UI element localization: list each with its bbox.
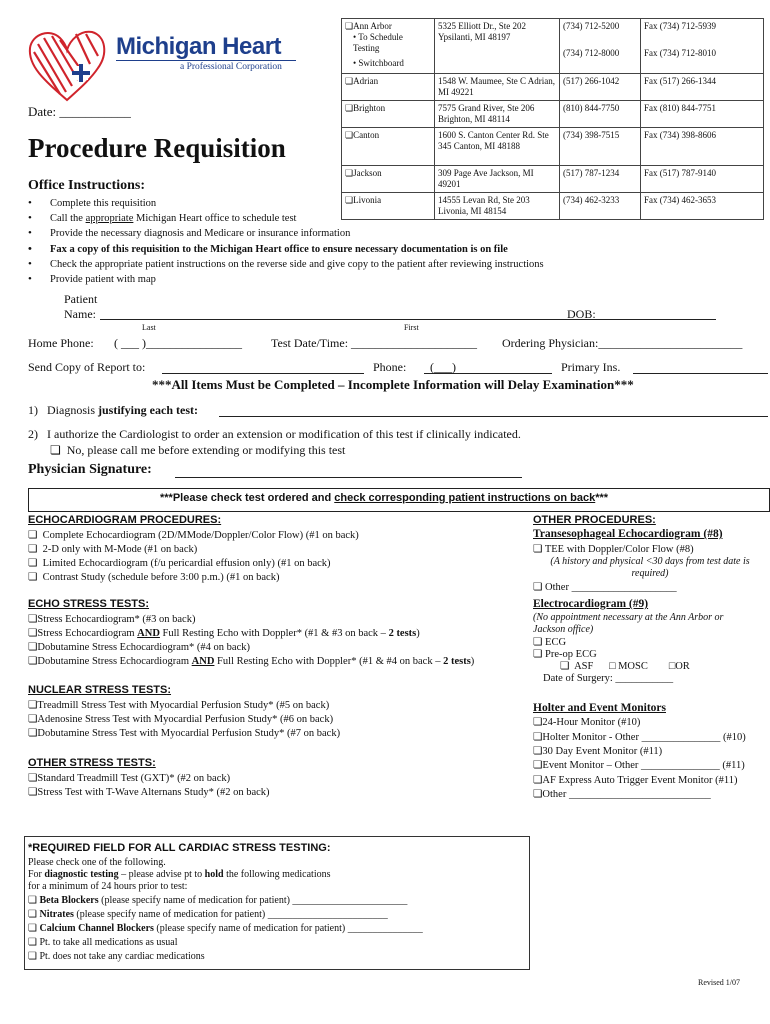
office-address: 1548 W. Maumee, Ste C Adrian, MI 49221	[435, 74, 560, 101]
item-label-and: AND	[137, 628, 160, 639]
office-address: 1600 S. Canton Center Rd. Ste 345 Canton, MI 48188	[435, 128, 560, 166]
list-item[interactable]	[28, 937, 178, 948]
item-label-bold: Nitrates	[39, 909, 74, 920]
checkbox[interactable]	[28, 656, 37, 667]
office-phone: (517) 787-1234	[560, 166, 641, 193]
holter-heading: Holter and Event Monitors	[533, 702, 666, 714]
office-instructions-heading: Office Instructions:	[28, 178, 146, 193]
text: the following medications	[223, 869, 331, 880]
office-name: Ann Arbor	[353, 21, 392, 31]
required-line-2	[28, 869, 331, 880]
checkbox[interactable]	[28, 895, 37, 906]
required-line-3: for a minimum of 24 hours prior to test:	[28, 881, 188, 892]
checkbox[interactable]	[28, 951, 37, 962]
item-label: Full Resting Echo with Doppler* (#1 & #3 on back –	[159, 628, 389, 639]
first-name-caption: First	[404, 323, 419, 332]
asf-label: ASF	[574, 661, 594, 672]
send-copy-label: Send Copy of Report to:	[28, 360, 146, 374]
revised-note: Revised 1/07	[698, 978, 740, 987]
office-row-jackson	[342, 166, 764, 193]
item-label: Dobutamine Stress Test with Myocardial Perfusion Study* (#7 on back)	[37, 728, 341, 739]
item-label: )	[416, 628, 420, 639]
office-fax: Fax (810) 844-7751	[641, 101, 764, 128]
office-address: 7575 Grand River, Ste 206 Brighton, MI 48114	[435, 101, 560, 128]
list-item[interactable]	[533, 636, 566, 648]
item-label: Dobutamine Stress Echocardiogram* (#4 on back)	[37, 642, 250, 653]
phone-field[interactable]: (___)	[430, 360, 456, 374]
home-phone-field[interactable]: ( ___ )________________	[114, 336, 242, 350]
office-phone: (734) 712-5200	[563, 21, 620, 31]
list-item[interactable]	[533, 648, 597, 660]
office-address: 5325 Elliott Dr., Ste 202 Ypsilanti, MI 48197	[438, 21, 527, 42]
text: For	[28, 869, 45, 880]
diagnosis-row	[28, 403, 198, 418]
required-heading: *REQUIRED FIELD FOR ALL CARDIAC STRESS TESTING:	[28, 842, 331, 854]
list-item[interactable]	[533, 759, 745, 771]
item-label: Pt. to take all medications as usual	[39, 937, 178, 948]
item-label-tests: 2 tests	[388, 628, 417, 639]
list-item[interactable]	[533, 774, 737, 786]
item-label-and: AND	[191, 656, 215, 667]
office-phone: (517) 266-1042	[560, 74, 641, 101]
checkbox[interactable]	[28, 572, 37, 583]
list-item[interactable]	[28, 571, 279, 583]
list-item[interactable]	[28, 557, 331, 569]
list-item[interactable]	[28, 713, 333, 725]
tee-note: (A history and physical <30 days from test date is required)	[550, 556, 750, 579]
item-label: Contrast Study (schedule before 3:00 p.m.) (#1 on back)	[42, 572, 280, 583]
office-address: 309 Page Ave Jackson, MI 49201	[435, 166, 560, 193]
item-label: TEE with Doppler/Color Flow (#8)	[544, 544, 694, 555]
office-row-canton	[342, 128, 764, 166]
banner-prefix: ***Please check test ordered and	[160, 492, 335, 504]
item-label: )	[470, 656, 475, 667]
list-item[interactable]	[28, 727, 340, 739]
send-copy-field[interactable]	[162, 373, 364, 374]
item-label: (please specify name of medication for patient) _______________________	[98, 895, 408, 906]
checkbox[interactable]	[28, 558, 37, 569]
item-label: Other ____________________	[545, 582, 677, 593]
nuclear-heading: NUCLEAR STRESS TESTS:	[28, 684, 172, 696]
authorize-option[interactable]	[50, 443, 345, 458]
checkbox[interactable]	[560, 661, 569, 672]
office-fax: Fax (734) 398-8606	[641, 128, 764, 166]
checkbox[interactable]	[28, 614, 37, 625]
list-item[interactable]	[28, 923, 423, 934]
office-name: Jackson	[353, 168, 382, 178]
office-phone: (810) 844-7750	[560, 101, 641, 128]
checkbox[interactable]	[28, 787, 37, 798]
checkbox[interactable]	[345, 168, 353, 178]
checkbox[interactable]	[345, 130, 353, 140]
office-row-ann-arbor: ❏ Ann Arbor • To Schedule Testing • Switchboard 5325 Elliott Dr., Ste 202 Ypsilanti, MI 48197 (734) 712-5200 (734) 712-8000 Fax (734) 712-5939 Fax (734) 712-8010	[342, 19, 764, 74]
checkbox[interactable]	[533, 789, 542, 800]
list-item[interactable]	[28, 895, 407, 906]
checkbox[interactable]	[533, 637, 542, 648]
office-name: Livonia	[353, 195, 382, 205]
item-label: Stress Echocardiogram	[37, 628, 138, 639]
test-datetime-field[interactable]: Test Date/Time: _____________________	[271, 336, 478, 350]
ordering-physician-field[interactable]: Ordering Physician:________________________	[502, 336, 743, 350]
item-label: Treadmill Stress Test with Myocardial Perfusion Study* (#5 on back)	[37, 700, 330, 711]
patient-label: Patient	[64, 292, 98, 306]
list-item[interactable]	[28, 543, 197, 555]
checkbox[interactable]	[533, 760, 542, 771]
item-label: 2-D only with M-Mode (#1 on back)	[42, 544, 198, 555]
checkbox[interactable]	[533, 746, 542, 757]
date-label: Date: ___________	[28, 104, 131, 119]
checkbox[interactable]	[28, 530, 37, 541]
office-fax: Fax (517) 266-1344	[641, 74, 764, 101]
office-phone: (734) 462-3233	[560, 193, 641, 220]
last-name-caption: Last	[142, 323, 156, 332]
primary-ins-field[interactable]	[633, 373, 768, 374]
text-bold: hold	[204, 869, 224, 880]
office-name: Adrian	[353, 76, 379, 86]
dob-label: DOB:	[567, 307, 596, 321]
list-item[interactable]	[28, 613, 195, 625]
logo-subtitle: a Professional Corporation	[180, 62, 282, 72]
item-label: Full Resting Echo with Doppler* (#1 & #4 on back –	[214, 656, 444, 667]
surgery-date-field[interactable]: Date of Surgery: ___________	[543, 673, 674, 684]
tee-heading: Transesophageal Echocardiogram (#8)	[533, 528, 723, 540]
checkbox[interactable]	[28, 923, 37, 934]
checkbox[interactable]	[28, 909, 37, 920]
list-item: • Check the appropriate patient instructions on the reverse side and give copy to the patient after reviewing instructions	[28, 257, 544, 272]
list-item[interactable]	[28, 529, 359, 541]
diagnosis-label-bold: justifying each test:	[98, 403, 198, 417]
list-item: • Provide patient with map	[28, 272, 544, 287]
authorize-option-label: No, please call me before extending or modifying this test	[66, 443, 346, 457]
text-bold: diagnostic testing	[44, 869, 119, 880]
item-label: Other ___________________________	[542, 789, 711, 800]
office-name: Canton	[353, 130, 380, 140]
checkbox[interactable]	[28, 700, 37, 711]
list-item[interactable]	[533, 543, 694, 555]
office-name: Brighton	[353, 103, 386, 113]
office-instructions-list	[28, 196, 544, 287]
checkbox[interactable]	[533, 775, 542, 786]
list-item[interactable]	[28, 909, 388, 920]
checkbox[interactable]	[28, 544, 37, 555]
list-item: • Call the appropriate Michigan Heart office to schedule test	[28, 211, 544, 226]
phone-label: Phone:	[373, 360, 407, 374]
list-item: • Provide the necessary diagnosis and Medicare or insurance information	[28, 226, 544, 241]
item-label: Stress Echocardiogram* (#3 on back)	[37, 614, 196, 625]
item-label: AF Express Auto Trigger Event Monitor (#11)	[542, 775, 738, 786]
list-item[interactable]	[28, 641, 250, 653]
item-label: Event Monitor – Other _______________ (#11)	[542, 760, 745, 771]
text: – please advise pt to	[118, 869, 205, 880]
list-item[interactable]	[28, 627, 420, 639]
primary-ins-label: Primary Ins.	[561, 360, 621, 374]
checkbox[interactable]	[533, 717, 542, 728]
office-fax: Fax (734) 462-3653	[641, 193, 764, 220]
echo-heading: ECHOCARDIOGRAM PROCEDURES:	[28, 514, 222, 526]
office-phone: (734) 398-7515	[560, 128, 641, 166]
checkbox[interactable]	[28, 628, 37, 639]
office-fax: Fax (734) 712-8010	[644, 48, 716, 58]
check-banner-text	[160, 492, 608, 504]
checkbox[interactable]	[533, 649, 542, 660]
logo-name: Michigan Heart	[116, 33, 282, 60]
list-item: • Complete this requisition	[28, 196, 544, 211]
banner-suffix: ***	[595, 492, 609, 504]
item-label: Dobutamine Stress Echocardiogram	[37, 656, 192, 667]
office-fax: Fax (517) 787-9140	[641, 166, 764, 193]
checkbox[interactable]	[533, 732, 542, 743]
mosc-label: MOSC	[618, 661, 648, 672]
checkbox[interactable]	[345, 76, 353, 86]
item-label: Standard Treadmill Test (GXT)* (#2 on back)	[37, 773, 231, 784]
other-procedures-heading: OTHER PROCEDURES:	[533, 514, 656, 526]
item-label: Stress Test with T-Wave Alternans Study* (#2 on back)	[37, 787, 270, 798]
office-sub-label: Switchboard	[358, 58, 404, 68]
checkbox[interactable]	[28, 773, 37, 784]
banner-underlined: check corresponding patient instructions on back	[334, 492, 596, 504]
diagnosis-field[interactable]	[219, 416, 768, 417]
office-row-brighton	[342, 101, 764, 128]
list-item[interactable]	[28, 951, 205, 962]
item-label: Pre-op ECG	[545, 649, 597, 660]
item-label: Pt. does not take any cardiac medications	[39, 951, 205, 962]
checkbox[interactable]	[50, 443, 61, 457]
diagnosis-label: Diagnosis	[47, 403, 98, 417]
heart-logo-icon	[26, 28, 108, 106]
ecg-note: (No appointment necessary at the Ann Arbor or Jackson office)	[533, 612, 724, 635]
item-label: Limited Echocardiogram (f/u pericardial effusion only) (#1 on back)	[42, 558, 331, 569]
office-address: 14555 Levan Rd, Ste 203 Livonia, MI 48154	[435, 193, 560, 220]
signature-field[interactable]	[175, 477, 522, 478]
checkbox[interactable]	[28, 714, 37, 725]
page-title: Procedure Requisition	[28, 133, 286, 163]
checkbox[interactable]	[28, 728, 37, 739]
item-label: 24-Hour Monitor (#10)	[542, 717, 641, 728]
office-sub-label: To Schedule Testing	[353, 32, 403, 53]
item-label: (please specify name of medication for patient) _______________	[153, 923, 423, 934]
patient-name-field[interactable]	[100, 319, 716, 320]
other-stress-heading: OTHER STRESS TESTS:	[28, 757, 156, 769]
list-item[interactable]	[533, 731, 746, 743]
checkbox[interactable]	[28, 937, 37, 948]
list-item[interactable]	[28, 699, 329, 711]
checkbox[interactable]	[345, 21, 353, 31]
checkbox[interactable]	[345, 103, 353, 113]
item-label-bold: Calcium Channel Blockers	[39, 923, 154, 934]
completion-warning: ***All Items Must be Completed – Incomplete Information will Delay Examination***	[152, 377, 634, 392]
checkbox[interactable]	[533, 582, 542, 593]
signature-label: Physician Signature:	[28, 462, 152, 477]
offices-table	[341, 18, 764, 220]
or-label: OR	[675, 661, 690, 672]
office-phone: (734) 712-8000	[563, 48, 620, 58]
list-item: • Fax a copy of this requisition to the Michigan Heart office to ensure necessary documentation is on file	[28, 242, 544, 257]
echo-stress-heading: ECHO STRESS TESTS:	[28, 598, 150, 610]
item-label: 30 Day Event Monitor (#11)	[542, 746, 663, 757]
list-item[interactable]	[533, 745, 662, 757]
authorize-row	[28, 427, 521, 442]
required-line-1: Please check one of the following.	[28, 857, 166, 868]
checkbox[interactable]	[28, 642, 37, 653]
item-label: ECG	[545, 637, 567, 648]
list-item[interactable]	[533, 788, 711, 800]
item-label-tests: 2 tests	[443, 656, 471, 667]
item-label: Holter Monitor - Other _______________ (#10)	[542, 732, 746, 743]
item-label-bold: Beta Blockers	[39, 895, 99, 906]
office-row-adrian	[342, 74, 764, 101]
item-number: 1)	[28, 403, 38, 417]
item-label: (please specify name of medication for patient) ________________________	[73, 909, 388, 920]
authorize-text: I authorize the Cardiologist to order an extension or modification of this test if clinically indicated.	[47, 427, 521, 441]
list-item[interactable]	[28, 655, 474, 667]
home-phone-label: Home Phone:	[28, 336, 94, 350]
preop-options: ❏ ASF □ MOSC □OR	[560, 660, 690, 672]
item-number: 2)	[28, 427, 38, 441]
checkbox[interactable]	[533, 544, 542, 555]
list-item[interactable]	[533, 716, 640, 728]
ecg-heading: Electrocardiogram (#9)	[533, 598, 649, 610]
office-fax: Fax (734) 712-5939	[644, 21, 716, 31]
item-label: Complete Echocardiogram (2D/MMode/Doppler/Color Flow) (#1 on back)	[42, 530, 359, 541]
name-label: Name:	[64, 307, 96, 321]
list-item[interactable]	[533, 581, 677, 593]
item-label: Adenosine Stress Test with Myocardial Perfusion Study* (#6 on back)	[37, 714, 334, 725]
list-item[interactable]	[28, 772, 230, 784]
list-item[interactable]	[28, 786, 270, 798]
